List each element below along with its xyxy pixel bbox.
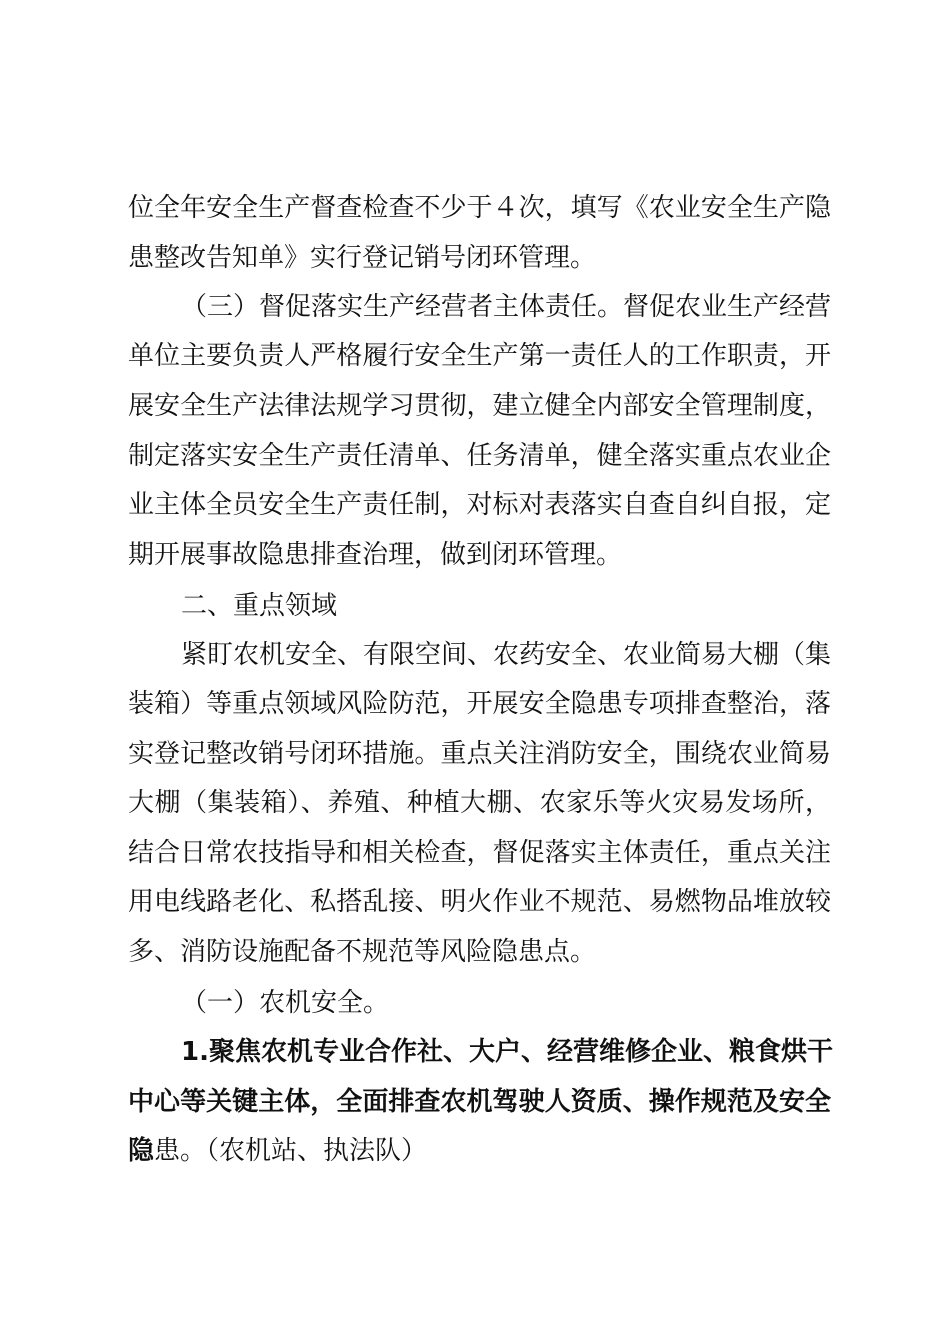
item-line: 中心等关键主体，全面排查农机驾驶人资质、操作规范及安全 [128, 1087, 831, 1117]
paragraph-line: 装箱）等重点领域风险防范，开展安全隐患专项排查整治，落 [128, 689, 831, 719]
paragraph-line: 实登记整改销号闭环措施。重点关注消防安全，围绕农业简易 [128, 739, 831, 769]
paragraph-line: 位全年安全生产督查检查不少于４次，填写《农业安全生产隐 [128, 193, 831, 223]
paragraph-line: 患整改告知单》实行登记销号闭环管理。 [128, 243, 597, 273]
item-normal-fragment: 患。（农机站、执法队） [154, 1136, 428, 1166]
paragraph-line: 紧盯农机安全、有限空间、农药安全、农业简易大棚（集 [181, 640, 832, 670]
item-bold-fragment: 隐 [128, 1136, 155, 1166]
paragraph-line: 展安全生产法律法规学习贯彻，建立健全内部安全管理制度， [128, 391, 831, 421]
item-line: 1.聚焦农机专业合作社、大户、经营维修企业、粮食烘干 [181, 1037, 833, 1067]
item-last-line [128, 1136, 427, 1166]
subsection-heading: （一）农机安全。 [181, 988, 390, 1018]
paragraph-line: 大棚（集装箱）、养殖、种植大棚、农家乐等火灾易发场所， [128, 788, 831, 818]
paragraph-line: 单位主要负责人严格履行安全生产第一责任人的工作职责，开 [128, 341, 831, 371]
paragraph-line: 结合日常农技指导和相关检查，督促落实主体责任，重点关注 [128, 838, 831, 868]
section-heading: 二、重点领域 [181, 591, 338, 621]
paragraph-line: （三）督促落实生产经营者主体责任。督促农业生产经营 [181, 292, 832, 322]
paragraph-line: 多、消防设施配备不规范等风险隐患点。 [128, 937, 597, 967]
paragraph-line: 制定落实安全生产责任清单、任务清单，健全落实重点农业企 [128, 441, 831, 471]
paragraph-line: 用电线路老化、私搭乱接、明火作业不规范、易燃物品堆放较 [128, 887, 831, 917]
paragraph-line: 期开展事故隐患排查治理，做到闭环管理。 [128, 540, 623, 570]
paragraph-line: 业主体全员安全生产责任制，对标对表落实自查自纠自报，定 [128, 490, 831, 520]
